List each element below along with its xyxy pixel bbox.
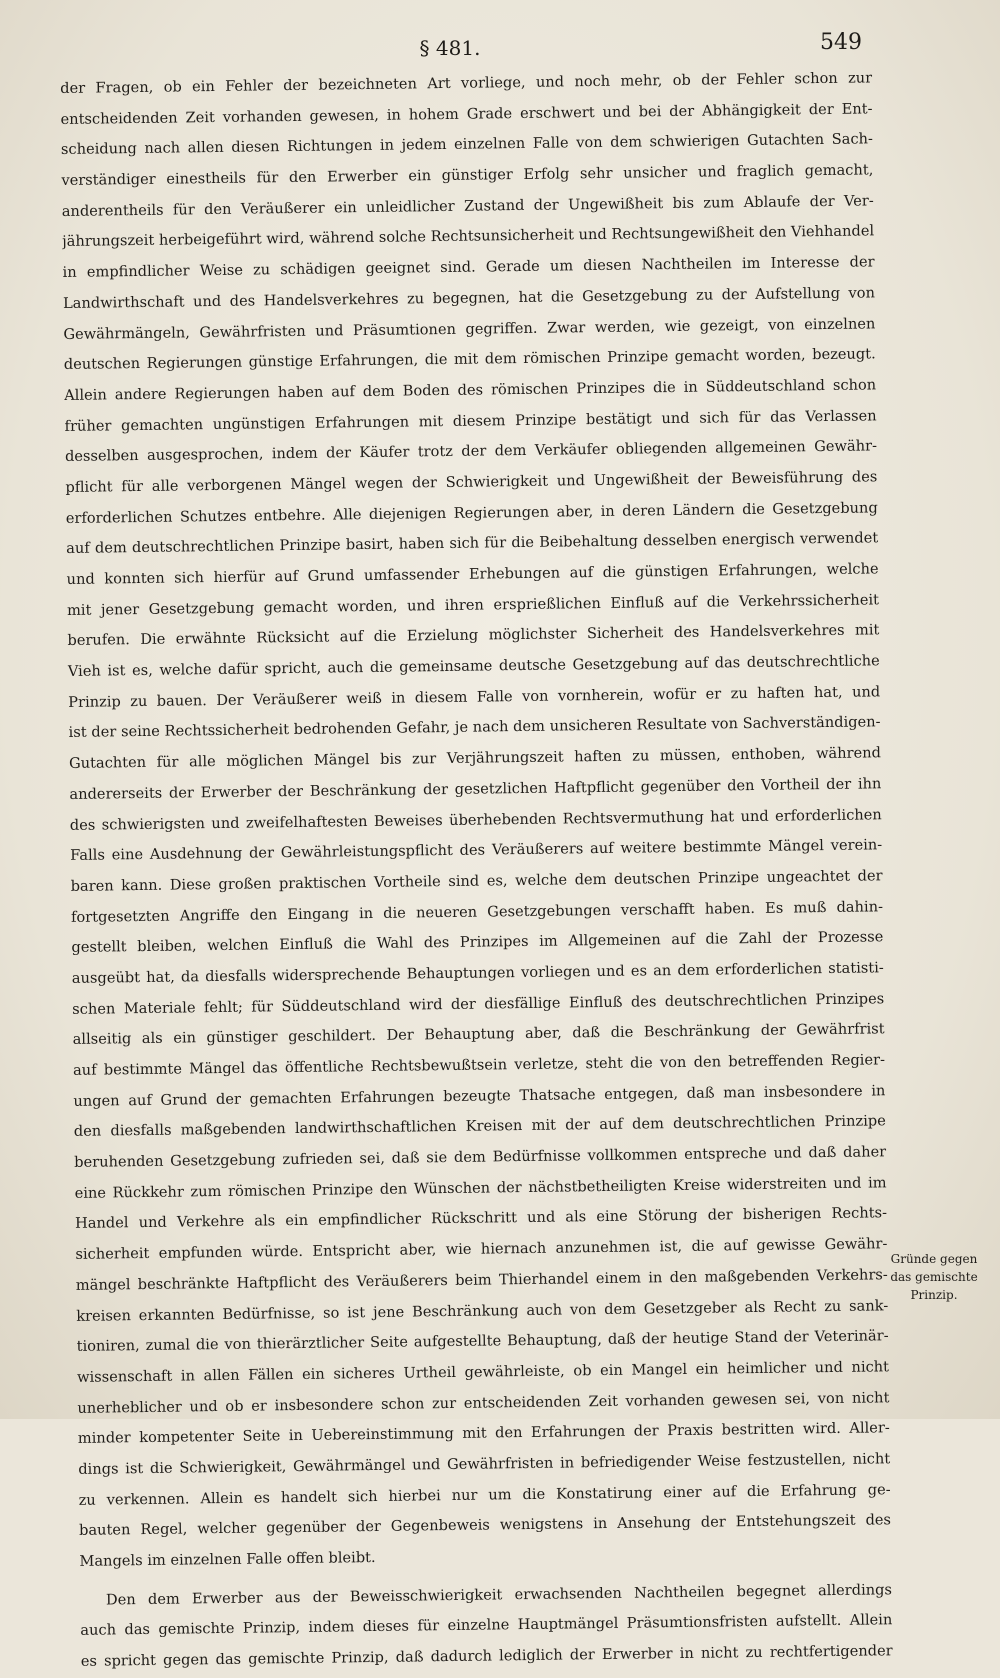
text-line: jährungszeit herbeigeführt wird, während solche Rechtsunsicherheit und Rechtsungewißheit den Viehhandel	[62, 222, 875, 251]
text-line: ist der seine Rechtssicherheit bedrohenden Gefahr, je nach dem unsicheren Resultate von Sachverständigen-	[68, 713, 881, 742]
text-line: schen Materiale fehlt; für Süddeutschland wird der diesfällige Einfluß des deutschrechtlichen Prinzipes	[72, 989, 885, 1018]
text-line: deutschen Regierungen günstige Erfahrungen, die mit dem römischen Prinzipe gemacht worden, bezeugt.	[63, 345, 876, 374]
text-line: erforderlichen Schutzes entbehre. Alle diejenigen Regierungen aber, in deren Ländern die Gesetzgebung	[65, 498, 878, 527]
text-line: auf dem deutschrechtlichen Prinzipe basirt, haben sich für die Beibehaltung desselben energisch verwendet	[66, 529, 879, 558]
text-line: mängel beschränkte Haftpflicht des Veräußerers beim Thierhandel einem in den maßgebenden Verkehrs-	[75, 1266, 888, 1294]
text-line: Prinzip zu bauen. Der Veräußerer weiß in diesem Falle von vornherein, wofür er zu haften hat, und	[68, 683, 881, 711]
text-line: und konnten sich hierfür auf Grund umfassender Erhebungen auf die günstigen Erfahrungen, welche	[66, 560, 879, 588]
text-line: unerheblicher und ob er insbesondere schon zur entscheidenden Zeit vorhanden gewesen sei, von nicht	[77, 1388, 890, 1417]
text-line: allseitig als ein günstiger geschildert. Der Behauptung aber, daß die Beschränkung der Gewährfrist	[72, 1020, 885, 1049]
text-line: in empfindlicher Weise zu schädigen geeignet sind. Gerade um diesen Nachtheilen im Interesse der	[62, 253, 875, 282]
text-line: ungen auf Grund der gemachten Erfahrungen bezeugte Thatsache entgegen, daß man insbesondere in	[73, 1081, 886, 1110]
body-text	[60, 63, 893, 1677]
text-line: Landwirthschaft und des Handelsverkehres zu begegnen, hat die Gesetzgebung zu der Aufstellung von	[62, 284, 876, 312]
text-line: Mangels im einzelnen Falle offen bleibt.	[79, 1548, 376, 1570]
text-line: bauten Regel, welcher gegenüber der Gegenbeweis wenigstens in Ansehung der Entstehungszeit des	[78, 1511, 892, 1540]
marginal-note-line: das gemischte	[890, 1270, 978, 1284]
text-line: zu verkennen. Allein es handelt sich hierbei nur um die Konstatirung einer auf die Erfahrung ge-	[78, 1480, 891, 1509]
text-line: eine Rückkehr zum römischen Prinzipe den Wünschen der nächstbetheiligten Kreise widerstreiten und im	[74, 1174, 887, 1202]
text-line: Allein andere Regierungen haben auf dem Boden des römischen Prinzipes die in Süddeutschland schon	[64, 376, 877, 404]
text-line: ausgeübt hat, da diesfalls widersprechende Behauptungen vorliegen und es an dem erforderlichen statisti-	[71, 959, 884, 987]
text-line: scheidung nach allen diesen Richtungen in jedem einzelnen Falle von dem schwierigen Gutachten Sach-	[60, 130, 874, 159]
text-line: sicherheit empfunden würde. Entspricht aber, wie hiernach anzunehmen ist, die auf gewisse Gewähr-	[75, 1235, 888, 1264]
text-line: fortgesetzten Angriffe den Eingang in die neueren Gesetzgebungen verschafft haben. Es muß dahin-	[70, 897, 884, 926]
text-line: pflicht für alle verborgenen Mängel wegen der Schwierigkeit und Ungewißheit der Beweisführung des	[65, 468, 878, 496]
text-line: gestellt bleiben, welchen Einfluß die Wahl des Prinzipes im Allgemeinen auf die Zahl der Prozesse	[71, 928, 884, 957]
text-line: wissenschaft in allen Fällen ein sicheres Urtheil gewährleiste, ob ein Mangel ein heimlicher und nicht	[76, 1358, 890, 1386]
text-line: desselben ausgesprochen, indem der Käufer trotz der dem Verkäufer obliegenden allgemeinen Gewähr-	[64, 437, 878, 466]
text-line: baren kann. Diese großen praktischen Vortheile sind es, welche dem deutschen Prinzipe ungeachtet der	[70, 867, 883, 895]
marginal-note-line: Gründe gegen	[890, 1252, 978, 1266]
marginal-note	[884, 1250, 984, 1304]
text-line: beruhenden Gesetzgebung zufrieden sei, daß sie dem Bedürfnisse vollkommen entspreche und daß daher	[74, 1143, 887, 1171]
text-line: früher gemachten ungünstigen Erfahrungen mit diesem Prinzipe bestätigt und sich für das Verlassen	[64, 406, 877, 435]
section-heading: § 481.	[419, 36, 481, 60]
marginal-note-line: Prinzip.	[910, 1288, 958, 1302]
text-line: Gutachten für alle möglichen Mängel bis zur Verjährungszeit haften zu müssen, enthoben, während	[68, 744, 882, 773]
text-line: auch das gemischte Prinzip, indem dieses für einzelne Hauptmängel Präsumtionsfristen aufstellt. Allein	[80, 1611, 893, 1640]
text-line: Handel und Verkehre als ein empfindlicher Rückschritt und als eine Störung der bisherigen Rechts-	[74, 1204, 888, 1233]
paragraph-2	[80, 1575, 893, 1678]
text-line: verständiger einestheils für den Erwerber ein günstiger Erfolg sehr unsicher und fraglich gemacht,	[61, 161, 874, 190]
page-number: 549	[820, 30, 862, 55]
text-line: entscheidenden Zeit vorhanden gewesen, in hohem Grade erschwert und bei der Abhängigkeit der Ent-	[60, 100, 873, 128]
text-line: der Fragen, ob ein Fehler der bezeichneten Art vorliege, und noch mehr, ob der Fehler schon zur	[60, 69, 873, 97]
text-line: berufen. Die erwähnte Rücksicht auf die Erzielung möglichster Sicherheit des Handelsverkehres mit	[67, 621, 880, 650]
text-line: Den dem Erwerber aus der Beweisschwierigkeit erwachsenden Nachtheilen begegnet allerdings	[105, 1580, 893, 1609]
text-line: andererseits der Erwerber der Beschränkung der gesetzlichen Haftpflicht gegenüber den Vortheil der ihn	[69, 775, 882, 803]
text-line: anderentheils für den Veräußerer ein unleidlicher Zustand der Ungewißheit bis zum Ablaufe der Ver-	[61, 192, 874, 220]
text-line: mit jener Gesetzgebung gemacht worden, und ihren ersprießlichen Einfluß auf die Verkehrssicherheit	[66, 591, 880, 619]
paragraph-1	[60, 63, 892, 1577]
text-line: dings ist die Schwierigkeit, Gewährmängel und Gewährfristen in befriedigender Weise festzustellen, nicht	[78, 1450, 891, 1478]
text-line: Gewährmängeln, Gewährfristen und Präsumtionen gegriffen. Zwar werden, wie gezeigt, von einzelnen	[63, 314, 876, 343]
text-line: Falls eine Ausdehnung der Gewährleistungspflicht des Veräußerers auf weitere bestimmte Mängel verein-	[70, 836, 883, 865]
text-line: den diesfalls maßgebenden landwirthschaftlichen Kreisen mit der auf dem deutschrechtlichen Prinzipe	[73, 1112, 886, 1141]
text-line: Vieh ist es, welche dafür spricht, auch die gemeinsame deutsche Gesetzgebung auf das deutschrechtliche	[67, 652, 880, 681]
text-line: minder kompetenter Seite in Uebereinstimmung mit den Erfahrungen der Praxis bestritten wird. Aller-	[77, 1419, 890, 1448]
text-line: kreisen erkannten Bedürfnisse, so ist jene Beschränkung auch von dem Gesetzgeber als Recht zu sank-	[76, 1296, 889, 1325]
text-line: tioniren, zumal die von thierärztlicher Seite aufgestellte Behauptung, daß der heutige Stand der Veterinär-	[76, 1327, 889, 1356]
text-line: des schwierigsten und zweifelhaftesten Beweises überhebenden Rechtsvermuthung hat und erforderlichen	[69, 805, 882, 834]
text-line: auf bestimmte Mängel das öffentliche Rechtsbewußtsein verletze, steht die von den betreffenden Regier-	[72, 1051, 886, 1079]
text-line: es spricht gegen das gemischte Prinzip, daß dadurch lediglich der Erwerber in nicht zu rechtfertigender	[80, 1642, 893, 1670]
